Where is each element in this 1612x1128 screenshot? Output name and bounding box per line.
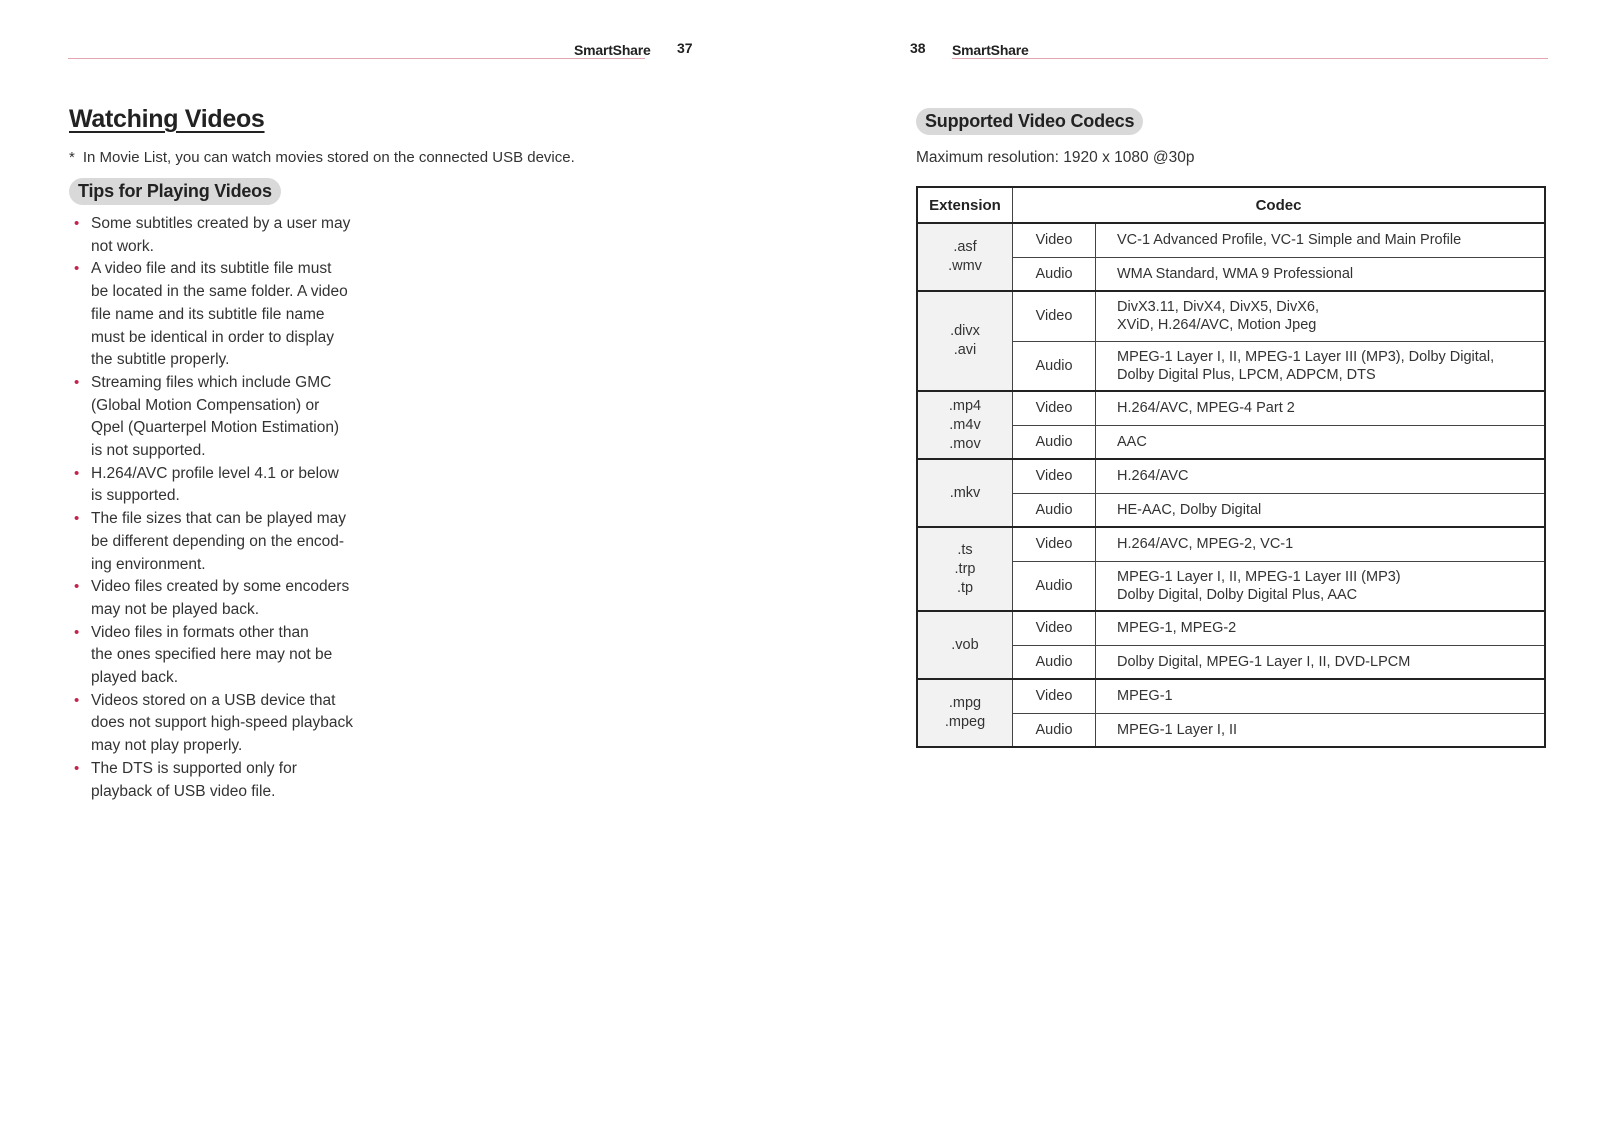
tip-item [72,372,372,463]
extension-cell [917,527,1013,611]
stream-type-cell: Video [1013,223,1096,257]
codec-line: AAC [1117,433,1147,450]
tip-line: may not play properly. [91,737,243,755]
codec-line: MPEG-1, MPEG-2 [1117,620,1237,637]
page-number: 38 [910,40,926,56]
codec-cell [1096,291,1546,341]
tip-line: Streaming files which include GMC [91,373,332,391]
max-resolution-text: Maximum resolution: 1920 x 1080 @30p [916,149,1195,166]
tip-line: (Global Motion Compensation) or [91,396,320,414]
codec-line: XViD, H.264/AVC, Motion Jpeg [1117,317,1317,334]
stream-type-cell: Video [1013,391,1096,425]
stream-type-cell: Audio [1013,257,1096,291]
codec-line: Dolby Digital, Dolby Digital Plus, AAC [1117,586,1358,603]
codec-cell [1096,459,1546,493]
tip-line: must be identical in order to display [91,328,334,346]
tips-list [72,213,372,803]
tip-item [72,758,372,803]
codec-line: Dolby Digital, MPEG-1 Layer I, II, DVD-LPCM [1117,653,1411,670]
extension-label: .m4v [949,416,981,433]
codec-cell [1096,257,1546,291]
codec-line: H.264/AVC, MPEG-4 Part 2 [1117,400,1295,417]
table-row [917,527,1545,561]
extension-label: .tp [956,579,974,596]
tip-line: does not support high-speed playback [91,714,353,732]
stream-type-cell: Video [1013,459,1096,493]
running-header-section: SmartShare [574,42,651,58]
tip-line: Some subtitles created by a user may [91,215,351,232]
tip-item [72,690,372,758]
extension-label: .mp4 [948,397,982,414]
codec-cell [1096,527,1546,561]
tip-line: Videos stored on a USB device that [91,691,336,709]
extension-cell [917,459,1013,527]
stream-type-cell: Audio [1013,561,1096,611]
codec-cell [1096,391,1546,425]
table-row [917,291,1545,341]
codec-cell [1096,223,1546,257]
codec-line: MPEG-1 Layer I, II, MPEG-1 Layer III (MP3), Dolby Digital, [1117,348,1495,365]
tip-line: Video files in formats other than [91,623,309,641]
codec-cell [1096,645,1546,679]
extension-cell [917,291,1013,391]
extension-label: .mpg [948,695,982,711]
tip-line: H.264/AVC profile level 4.1 or below [91,464,339,482]
page-title: Watching Videos [69,105,265,133]
table-row [917,611,1545,645]
tip-item [72,576,372,621]
stream-type-cell: Audio [1013,493,1096,527]
extension-cell [917,611,1013,679]
tip-line: be located in the same folder. A video [91,283,348,301]
page-38 [806,0,1612,1128]
header-rule [68,58,645,59]
stream-type-cell: Audio [1013,425,1096,459]
stream-type-cell: Video [1013,291,1096,341]
codec-line: H.264/AVC, MPEG-2, VC-1 [1117,536,1294,553]
tip-item [72,213,372,258]
tip-line: is supported. [91,487,180,505]
table-header-row [917,187,1545,223]
tip-line: Video files created by some encoders [91,578,350,596]
codec-table [916,186,1546,748]
column-header-extension: Extension [917,187,1013,223]
tip-line: be different depending on the encod- [91,532,345,550]
tip-item [72,463,372,508]
column-header-codec: Codec [1013,187,1546,223]
codec-line: WMA Standard, WMA 9 Professional [1117,265,1354,282]
extension-label: .vob [951,636,979,653]
tip-line: Qpel (Quarterpel Motion Estimation) [91,419,340,437]
stream-type-cell: Audio [1013,341,1096,391]
codec-line: HE-AAC, Dolby Digital [1117,501,1262,518]
extension-label: .mpeg [944,714,986,730]
tip-line: ing environment. [91,555,206,573]
table-row [917,679,1545,713]
note-marker: * [69,149,75,166]
table-row [917,223,1545,257]
stream-type-cell: Video [1013,611,1096,645]
codec-cell [1096,611,1546,645]
tip-line: The file sizes that can be played may [91,510,347,528]
tip-line: The DTS is supported only for [91,759,297,777]
stream-type-cell: Audio [1013,713,1096,747]
extension-label: .mkv [949,484,981,501]
tips-heading: Tips for Playing Videos [69,178,281,205]
codec-line: MPEG-1 Layer I, II [1117,721,1238,738]
codec-line: Dolby Digital Plus, LPCM, ADPCM, DTS [1117,366,1376,383]
tip-line: played back. [91,669,179,687]
extension-label: .avi [953,342,977,358]
codec-line: H.264/AVC [1117,468,1189,485]
codec-cell [1096,493,1546,527]
extension-label: .ts [957,541,973,558]
table-row [917,391,1545,425]
tip-item [72,508,372,576]
stream-type-cell: Audio [1013,645,1096,679]
tip-line: the ones specified here may not be [91,646,333,664]
codec-line: DivX3.11, DivX4, DivX5, DivX6, [1117,299,1319,316]
codec-line: VC-1 Advanced Profile, VC-1 Simple and Main Profile [1117,232,1462,249]
running-header-section: SmartShare [952,42,1029,58]
codec-cell [1096,679,1546,713]
codec-cell [1096,713,1546,747]
tip-item [72,258,372,372]
codecs-heading: Supported Video Codecs [916,108,1143,135]
tip-line: is not supported. [91,442,206,460]
stream-type-cell: Video [1013,527,1096,561]
codec-cell [1096,561,1546,611]
tip-line: not work. [91,237,154,255]
tip-line: may not be played back. [91,600,260,618]
extension-label: .divx [950,323,980,339]
page-number: 37 [677,40,693,56]
extension-cell [917,679,1013,747]
extension-label: .wmv [948,258,982,274]
tip-line: A video file and its subtitle file must [91,260,332,278]
intro-note [69,149,575,166]
codec-line: MPEG-1 [1117,688,1173,705]
note-text: In Movie List, you can watch movies stored on the connected USB device. [82,149,575,166]
tip-line: file name and its subtitle file name [91,305,325,323]
extension-label: .mov [949,435,981,452]
extension-label: .trp [954,560,976,577]
extension-cell [917,391,1013,459]
codec-cell [1096,425,1546,459]
stream-type-cell: Video [1013,679,1096,713]
tip-line: playback of USB video file. [91,782,276,800]
codec-line: MPEG-1 Layer I, II, MPEG-1 Layer III (MP3) [1117,568,1401,585]
tip-line: the subtitle properly. [91,351,230,369]
tip-item [72,622,372,690]
extension-cell [917,223,1013,291]
codec-cell [1096,341,1546,391]
extension-label: .asf [953,239,977,255]
header-rule [952,58,1548,59]
table-row [917,459,1545,493]
